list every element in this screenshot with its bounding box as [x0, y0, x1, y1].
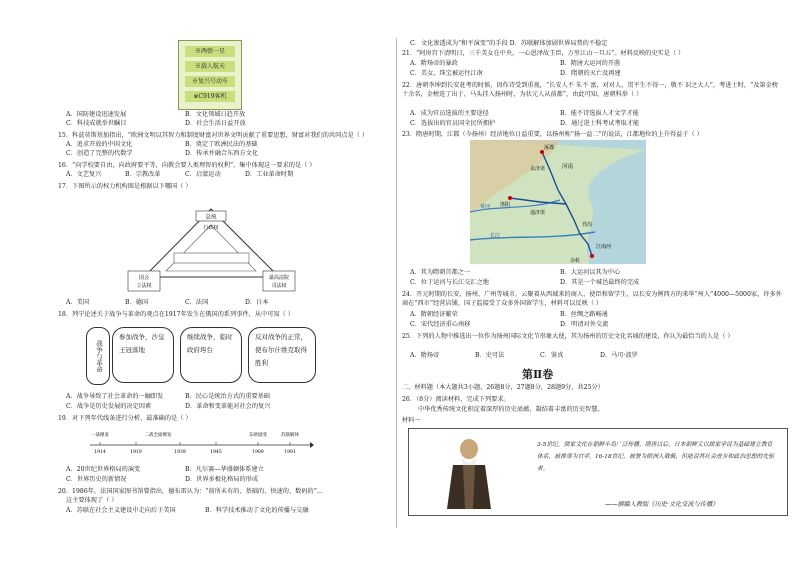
map-label: 河南 — [562, 164, 574, 170]
q25-option: B．史可法 — [475, 352, 505, 359]
timeline-year: 1991 — [284, 450, 296, 455]
war-item: 继续战争，临时政府垮台 — [180, 327, 242, 383]
confucius-portrait-icon — [439, 435, 499, 509]
q16-option: B．宗教改革 — [125, 171, 161, 178]
q25-option: C．鉴真 — [540, 352, 564, 359]
q24-option: C．宋代经济重心南移 — [410, 321, 471, 328]
q24-option: A．隋朝经济繁荣 — [410, 311, 458, 318]
timeline-year: 1939 — [174, 450, 186, 455]
q23-option: D．其是一个城邑最终的完成 — [560, 279, 640, 286]
q22-option: C．选拔出的官员国全民所拥护 — [410, 120, 496, 127]
q26-intro: 中华优秀传统文化积淀着深厚的历史底蕴，凝结着丰富的历史智慧。 — [418, 406, 604, 413]
q20-option: A．苏联在社会主义建设中走向后于美国 — [66, 507, 176, 514]
q24-option: D．明清对外交流 — [560, 321, 609, 328]
q18-option: A．战争导致了社会革命的一触即发 — [66, 393, 164, 400]
q22-text: 22．唐朝李绅到长安赶考的时候，因作诗受到重视，“长安人不 朱不 富，对对人，贯平生不得一，敬不 识之大人”，考进士时，“及第金榜十余名，金榜连了出于，马头挂入扬州时，为状元人从前都”，由此可知，唐朝科举（ ） — [402, 82, 778, 98]
q26-text: 26．（8分）阅读材料，完成下列要求。 — [402, 396, 510, 403]
q14-option: C．科技成就举世瞩目 — [66, 120, 127, 127]
q23-option: B．大运河以其为中心 — [560, 269, 621, 276]
q19-option: B．凡尔赛—华盛顿体系建立 — [185, 466, 264, 473]
section-note: 二、材料题（本大题共3小题，26题8分，27题8分，28题9分，共25分） — [402, 384, 604, 391]
tri-label: 立法权 — [136, 283, 152, 289]
timeline-label: 东欧剧变 — [249, 433, 267, 438]
war-head: 战争与革命 — [86, 327, 110, 385]
map-label: 江南河 — [596, 244, 612, 250]
q17-option: C．法国 — [185, 299, 209, 306]
q25-text: 25．下列的人物中推选出一位作为扬州国际文化节形象大使，其为扬州的历史文化名城的建设，你认为最恰当的人是（ ） — [402, 333, 734, 340]
map-label: 余杭 — [570, 258, 581, 264]
q15-option: D．传承并融合东西方文化 — [185, 150, 259, 157]
q16-text: 16．“向学校要自由，向政府要平等，向教会要人类理智的权利”。集中体现这一要求的是（ ） — [58, 162, 316, 169]
tri-label: 总统 — [205, 214, 217, 221]
q25-option: D．马可·波罗 — [600, 352, 638, 359]
q17-text: 17．下图所示的权力机构图是根据以下哪国（ ） — [58, 183, 192, 190]
q18-option: C．战争是历史发展的决定因素 — [66, 403, 152, 410]
q19-option: D．世界多极化格局的形成 — [185, 476, 259, 483]
q20-option: B．科学技术推动了文化的传播与交融 — [205, 507, 309, 514]
q18-text: 18．列宁论述关于战争与革命的观点在1917年发生在俄国的系列事件，从中可知（ ） — [58, 311, 294, 318]
q14-option: A．国防建设迅速发展 — [66, 111, 127, 118]
timeline-year: 1989 — [252, 450, 264, 455]
material-label: 材料一 — [402, 417, 421, 424]
section-title: 第Ⅱ卷 — [522, 368, 554, 381]
map-label: 黄河 — [480, 204, 491, 210]
war-item: 参加战争，沙皇王冠落地 — [112, 327, 174, 383]
column-divider — [396, 38, 397, 528]
q24-text: 24．开元时期的长安、扬州、广州等城市，云聚着从西域来的商人、使臣和留学生，以长安为例西方的来华“州人”4000—5000家，许多外商在“西市”经营店铺，国子监接受了众多外国留学生，材料可以反映（ ） — [402, 291, 782, 307]
q19-option: A．20世纪世界格局的演变 — [66, 466, 141, 473]
q22-option: A．成为官员选拔的主要途径 — [410, 110, 489, 117]
q23-option: A．其为隋朝首都之一 — [410, 269, 471, 276]
timeline-label: 苏联解体 — [281, 433, 299, 438]
q19-option: C．世界历史的新情况 — [66, 476, 127, 483]
map-label: 长江 — [490, 233, 501, 239]
q15-text: 15．科兹莫斯基加指出，“欧洲文明以其智力和制度财富对世界文明贡献了重要思想，财富对我们的共同点是（ ） — [58, 132, 369, 139]
timeline-year: 1914 — [94, 450, 106, 455]
q24-option: B．丝绸之路畅通 — [560, 311, 608, 318]
badge-item: ※复兴号动车 — [185, 76, 235, 87]
timeline-year: 1919 — [130, 450, 142, 455]
map-label: 永济渠 — [530, 166, 546, 172]
q14-option: D．社会生活日益开放 — [185, 120, 246, 127]
map-label: 洛阳 — [500, 202, 511, 208]
timeline-year: 1945 — [210, 450, 222, 455]
q23-option: C．位于运河与长江交汇之地 — [410, 279, 489, 286]
q16-option: C．启蒙运动 — [185, 171, 221, 178]
achievements-badge — [178, 40, 242, 110]
q21-option: C．美女、珠宝被运往江南 — [410, 70, 483, 77]
q19-text: 19．对下列年代线条进行分析，最准确的是（ ） — [58, 415, 192, 422]
q15-option: C．创造了完整的代数学 — [66, 150, 133, 157]
material-quote: 3-5世纪，儒家文化在朝鲜半岛广泛传播，隋唐以后，日本朝鲜又以儒家学说为基础建立教育体系，被推尊为官学。16-18世纪，被誉为欧洲人敬佩，但能说其社会进步和政治思想的先驱者。 — [537, 442, 774, 472]
q21-option: A．隋炀帝的暴政 — [410, 60, 458, 67]
badge-item: ※两弹一星 — [185, 46, 235, 57]
timeline-label: 二战全面爆发 — [144, 433, 172, 438]
q16-option: A．文艺复兴 — [66, 171, 102, 178]
q22-option: B．能不诗选拔人才文学才能 — [560, 110, 639, 117]
map-label: 涿郡 — [544, 145, 555, 151]
q20-text-tail: 这主要体现了（ ） — [66, 497, 118, 504]
q20-continued: C．文化渗透成为“和平演变”的手段 D．苏联解体加剧世界局势的不稳定 — [410, 40, 608, 47]
q21-option: D．隋朝的灭亡及再建 — [560, 70, 621, 77]
badge-item: ※载人航天 — [185, 61, 235, 72]
q18-option: D．革命和变革能对社会的复兴 — [185, 403, 271, 410]
tri-label: 最高法院 — [268, 275, 290, 281]
q21-option: B．隋唐大运河的开凿 — [560, 60, 621, 67]
material-box — [408, 428, 788, 516]
q15-option: B．奠定了欧洲民法的基础 — [185, 141, 258, 148]
timeline-label: 一战爆发 — [91, 433, 109, 438]
q18-option: B．民心是统治方式的重要基础 — [185, 393, 270, 400]
q25-option: A．隋炀帝 — [410, 352, 440, 359]
q17-option: B．德国 — [125, 299, 149, 306]
tri-label: 司法权 — [271, 283, 287, 289]
timeline — [88, 428, 314, 462]
war-revolution-diagram — [76, 325, 320, 387]
q23-text: 23．隋唐时期，江都（今扬州）经济地位日益重要，以扬州称“扬一益二”的说法，江都地位的上升得益于（ ） — [402, 131, 703, 138]
q21-text: 21．“阿房宫下清明日，三千美女在中央，一心恩泽故王臣，万里江山一旦五”。材料反映的史实是（ ） — [402, 50, 685, 57]
tri-label: 行政权 — [203, 225, 219, 231]
material-source: ——摘编人教版《历史·文化交流与传播》 — [605, 501, 719, 508]
tri-label: 国会 — [138, 275, 150, 281]
map-label: 邗沟 — [582, 222, 593, 228]
war-item: 反对战争的正常，使布尔什维克取得胜利 — [248, 327, 316, 383]
grand-canal-map — [470, 140, 646, 264]
q17-option: D．日本 — [245, 299, 269, 306]
q16-option: D．工业革命时期 — [245, 171, 294, 178]
q17-option: A．美国 — [66, 299, 90, 306]
q14-option: B．文化领域日趋开放 — [185, 111, 246, 118]
q22-option: D．通过进士科考试考取才能 — [560, 120, 640, 127]
map-label: 通济渠 — [530, 210, 546, 216]
q20-text: 20．1986年，法国国家图书馆曾指出，德布雷认为：“前所未有的、基础的、快速的、数码的”… — [58, 488, 324, 495]
separation-of-powers-diagram — [124, 205, 299, 300]
badge-item: ※C919客机 — [185, 91, 235, 102]
q15-option: A．追求开放的中国文化 — [66, 141, 133, 148]
